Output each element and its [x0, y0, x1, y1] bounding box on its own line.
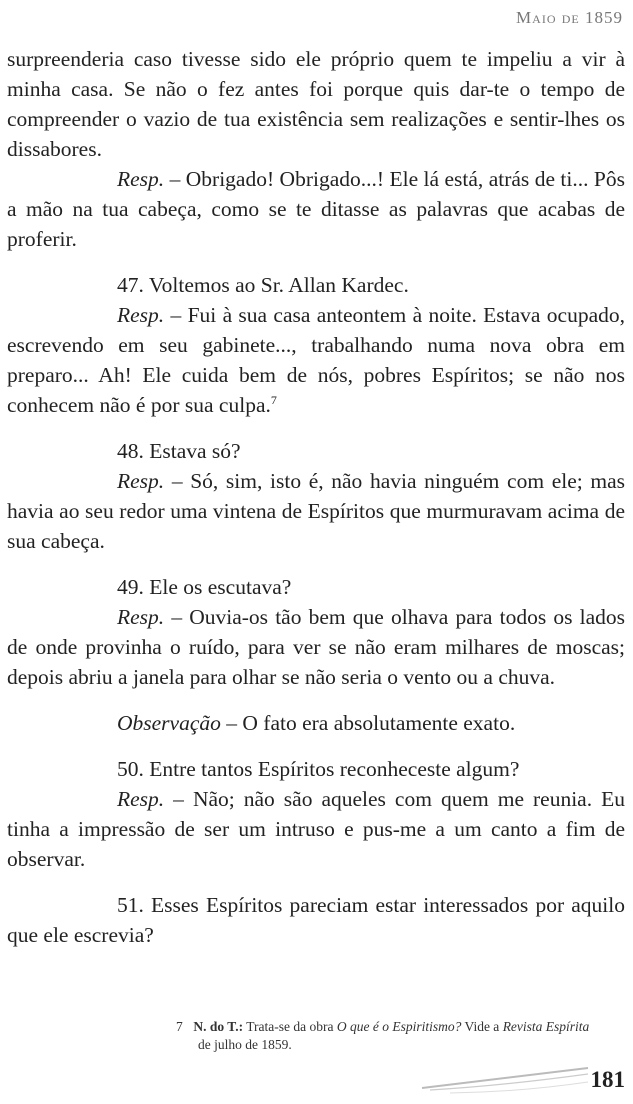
question-paragraph: 49. Ele os escutava? [117, 575, 292, 599]
question-paragraph: 47. Voltemos ao Sr. Allan Kardec. [117, 273, 409, 297]
answer-paragraph [7, 784, 625, 874]
answer-text: – Ouvia-os tão bem que olhava para todos os lados de onde provinha o ruído, para ver se não eram milhares de moscas; depois abriu a janela para olhar se não seria o vento ou a chuva. [7, 605, 625, 689]
answer-text: – Fui à sua casa anteontem à noite. Estava ocupado, escrevendo em seu gabinete..., trabalhando numa nova obra em preparo... Ah! Ele cuida bem de nós, pobres Espíritos; se não nos conhecem não é por sua culpa. [7, 303, 625, 417]
footnote-title: Revista Espírita [502, 1019, 590, 1034]
answer-text: – Não; não são aqueles com quem me reunia. Eu tinha a impressão de ser um intruso e pus-me a um canto a fim de observar. [7, 787, 625, 871]
question-paragraph: 50. Entre tantos Espíritos reconheceste algum? [117, 757, 520, 781]
body-text [7, 44, 625, 950]
running-header: Maio de 1859 [516, 8, 623, 27]
observation-text: – O fato era absolutamente exato. [220, 711, 516, 735]
answer-paragraph [7, 164, 625, 254]
observation-paragraph [7, 708, 625, 738]
question-paragraph: 48. Estava só? [117, 439, 241, 463]
page-number: 181 [590, 1067, 625, 1092]
resp-label: Resp. [117, 787, 165, 811]
paragraph: surpreenderia caso tivesse sido ele próprio quem te impeliu a vir à minha casa. Se não o fez antes foi porque quis dar-te o tempo de compreender o vazio de tua existência sem realizações e sentir-lhes os dissabores. [7, 47, 625, 161]
answer-text: – Obrigado! Obrigado...! Ele lá está, atrás de ti... Pôs a mão na tua cabeça, como se te ditasse as palavras que acabas de proferir. [7, 167, 625, 251]
footnote-title: O que é o Espiritismo? [336, 1019, 462, 1034]
footnote-ref[interactable]: 7 [270, 392, 277, 407]
footnote-label: N. do T.: [193, 1019, 244, 1034]
footnote-continuation: de julho de 1859. [198, 1037, 292, 1052]
footnote-text: Vide a [461, 1019, 503, 1034]
resp-label: Resp. [117, 469, 165, 493]
answer-text: – Só, sim, isto é, não havia ninguém com ele; mas havia ao seu redor uma vintena de Espíritos que murmuravam acima de sua cabeça. [7, 469, 625, 553]
question-paragraph: 51. Esses Espíritos pareciam estar interessados por aquilo que ele escrevia? [7, 893, 625, 947]
answer-paragraph [7, 466, 625, 556]
answer-paragraph [7, 300, 625, 420]
observation-label: Observação [117, 711, 221, 735]
answer-paragraph [7, 602, 625, 692]
footnote [176, 1018, 626, 1054]
page-ornament-icon [420, 1060, 590, 1100]
resp-label: Resp. [117, 605, 165, 629]
resp-label: Resp. [117, 167, 165, 191]
resp-label: Resp. [117, 303, 165, 327]
footnote-number: 7 [176, 1019, 183, 1034]
footnote-text: Trata-se da obra [243, 1019, 337, 1034]
